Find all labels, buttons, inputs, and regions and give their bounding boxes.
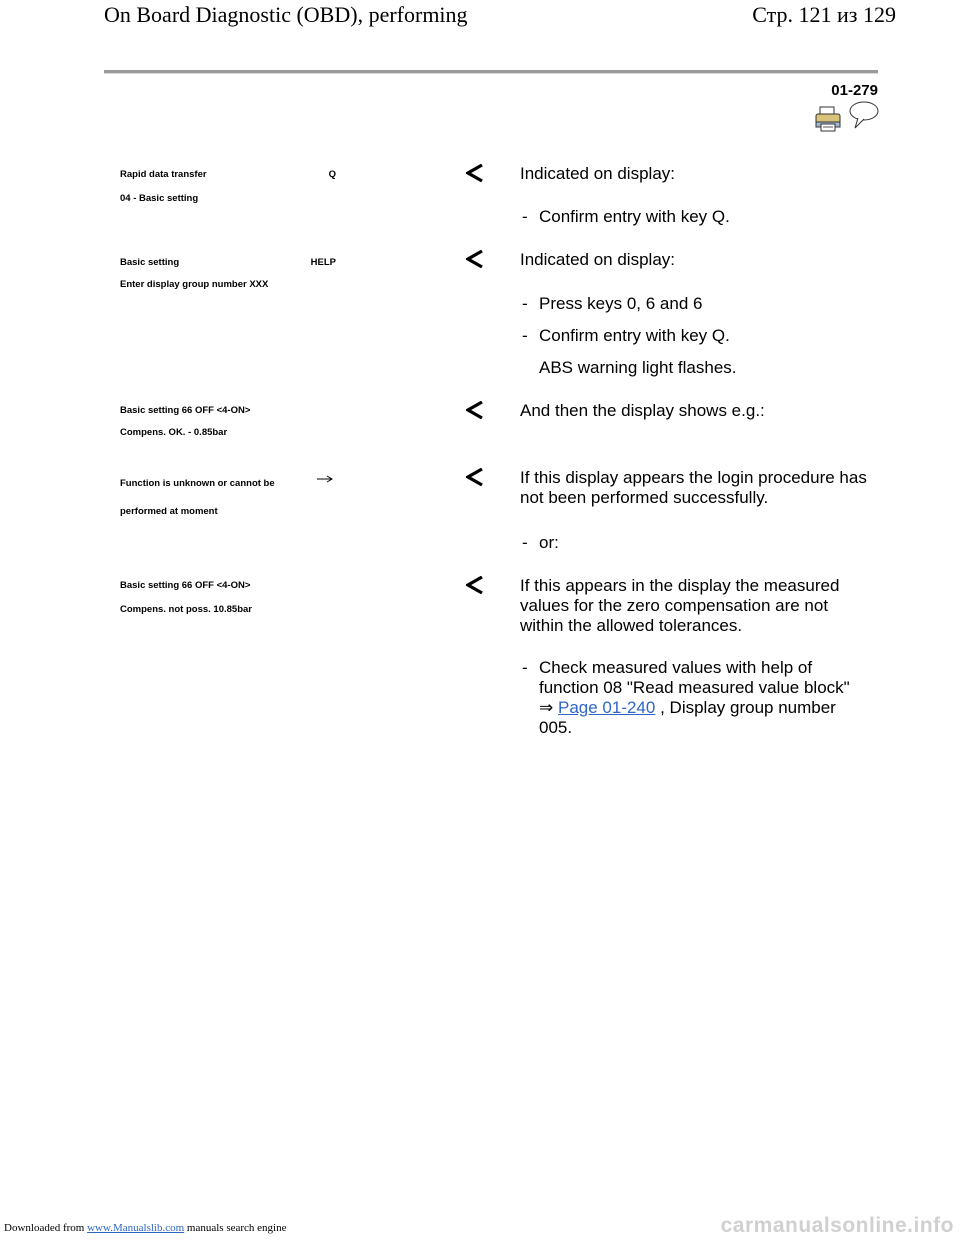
display-line: Function is unknown or cannot be <box>120 478 275 489</box>
page-indicator: Стр. 121 из 129 <box>752 2 896 27</box>
toolbar-icons <box>814 100 880 134</box>
left-arrow-icon <box>466 401 484 419</box>
instruction-text: If this display appears the login procedure has not been performed successfully. <box>520 468 867 507</box>
header-rule <box>104 70 878 74</box>
display-line: Basic setting 66 OFF <4-ON> <box>120 580 251 591</box>
left-arrow-icon <box>466 468 484 486</box>
instruction-text: And then the display shows e.g.: <box>520 401 765 420</box>
watermark: carmanualsonline.info <box>720 1214 954 1237</box>
display-line: Basic setting 66 OFF <4-ON> <box>120 405 251 416</box>
bullet-item: - or: <box>522 533 559 552</box>
footer-source: Downloaded from www.Manualslib.com manuals search engine <box>4 1222 287 1234</box>
left-arrow-icon <box>466 164 484 182</box>
instruction-text: Indicated on display: <box>520 164 675 183</box>
display-line: performed at moment <box>120 506 218 517</box>
bullet-text: , Display group number 005. <box>539 698 836 737</box>
display-key: Q <box>328 169 336 180</box>
bullet-item: - Confirm entry with key Q. <box>522 207 730 226</box>
bullet-item: - Check measured values with help of function 08 "Read measured value block" ⇒ Page 01-240 , Display group number 005. <box>522 658 850 737</box>
display-line: Basic setting <box>120 257 180 268</box>
page-code: 01-279 <box>831 82 878 99</box>
manualslib-link[interactable]: www.Manualslib.com <box>87 1222 185 1234</box>
bullet-item: - Confirm entry with key Q. <box>522 326 730 345</box>
display-key: HELP <box>310 257 336 268</box>
page-ref-arrow: ⇒ <box>539 698 554 717</box>
bullet-item: - Press keys 0, 6 and 6 <box>522 294 703 313</box>
speech-bubble-icon[interactable] <box>848 100 880 130</box>
display-line: Enter display group number XXX <box>120 279 269 290</box>
display-line: Rapid data transfer <box>120 169 207 180</box>
display-line: Compens. OK. - 0.85bar <box>120 427 228 438</box>
display-line: Compens. not poss. 10.85bar <box>120 604 252 615</box>
document-title: On Board Diagnostic (OBD), performing <box>104 2 468 27</box>
left-arrow-icon <box>466 250 484 268</box>
note-text: ABS warning light flashes. <box>539 358 737 377</box>
page-link[interactable]: Page 01-240 <box>557 698 656 717</box>
display-line: 04 - Basic setting <box>120 193 199 204</box>
printer-icon[interactable] <box>814 106 842 132</box>
instruction-text: Indicated on display: <box>520 250 675 269</box>
instruction-text: If this appears in the display the measured values for the zero compensation are not within the allowed tolerances. <box>520 576 840 635</box>
bullet-text: Check measured values with help of function 08 "Read measured value block" <box>539 658 850 697</box>
left-arrow-icon <box>466 576 484 594</box>
right-arrow-icon <box>316 474 334 484</box>
